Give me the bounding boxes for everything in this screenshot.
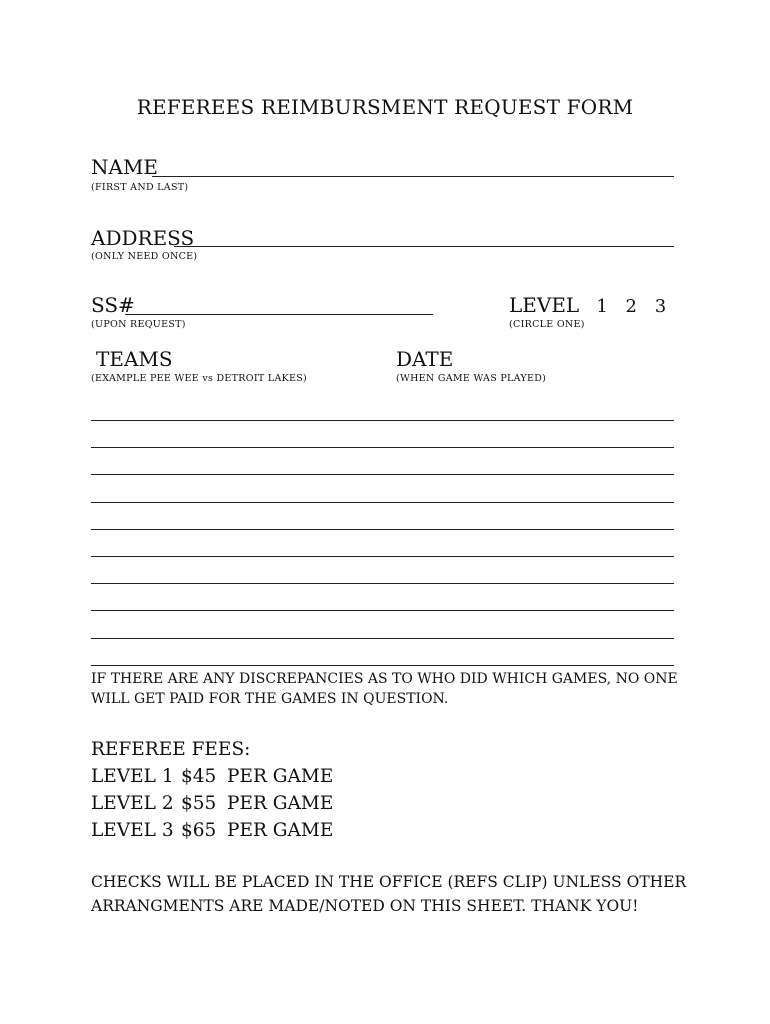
game-entry-line[interactable] xyxy=(91,502,674,503)
level-option-3[interactable]: 3 xyxy=(654,296,667,317)
game-entry-line[interactable] xyxy=(91,474,674,475)
level-hint: (CIRCLE ONE) xyxy=(509,319,585,330)
fee-level: LEVEL 1 xyxy=(91,766,174,787)
address-field[interactable] xyxy=(174,246,674,247)
game-entry-line[interactable] xyxy=(91,447,674,448)
fee-amount: $55 xyxy=(181,793,217,814)
game-entry-line[interactable] xyxy=(91,638,674,639)
name-hint: (FIRST AND LAST) xyxy=(91,182,189,193)
name-field[interactable] xyxy=(152,176,674,177)
ssn-label: SS# xyxy=(91,293,135,317)
ssn-hint: (UPON REQUEST) xyxy=(91,319,186,330)
level-option-1[interactable]: 1 xyxy=(596,296,608,317)
fee-amount: $65 xyxy=(181,820,217,841)
fee-row xyxy=(91,817,333,844)
fee-row xyxy=(91,763,333,790)
fee-unit: PER GAME xyxy=(227,793,334,814)
teams-hint: (EXAMPLE PEE WEE vs DETROIT LAKES) xyxy=(91,373,308,384)
fee-unit: PER GAME xyxy=(227,766,334,787)
ssn-field[interactable] xyxy=(125,314,433,315)
level-label: LEVEL xyxy=(509,293,580,317)
date-hint: (WHEN GAME WAS PLAYED) xyxy=(396,373,547,384)
discrepancy-notice: IF THERE ARE ANY DISCREPANCIES AS TO WHO DID WHICH GAMES, NO ONE WILL GET PAID FOR THE GAMES IN QUESTION. xyxy=(91,671,678,707)
referee-fees xyxy=(91,736,333,844)
fee-amount: $45 xyxy=(181,766,217,787)
fee-unit: PER GAME xyxy=(227,820,334,841)
fees-heading: REFEREE FEES: xyxy=(91,739,251,760)
game-entry-line[interactable] xyxy=(91,529,674,530)
fee-level: LEVEL 3 xyxy=(91,820,174,841)
game-entry-line[interactable] xyxy=(91,583,674,584)
name-label: NAME xyxy=(91,155,159,179)
address-label: ADDRESS xyxy=(91,226,195,250)
game-entry-line[interactable] xyxy=(91,420,674,421)
level-option-2[interactable]: 2 xyxy=(625,296,637,317)
game-entry-line[interactable] xyxy=(91,665,674,666)
fee-level: LEVEL 2 xyxy=(91,793,174,814)
level-selector[interactable] xyxy=(509,293,666,317)
checks-note: CHECKS WILL BE PLACED IN THE OFFICE (REFS CLIP) UNLESS OTHER ARRANGMENTS ARE MADE/NOTED ON THIS SHEET. THANK YOU! xyxy=(91,873,687,915)
address-hint: (ONLY NEED ONCE) xyxy=(91,251,198,262)
date-label: DATE xyxy=(396,347,454,371)
fee-row xyxy=(91,790,333,817)
game-entry-line[interactable] xyxy=(91,610,674,611)
form-title: REFEREES REIMBURSMENT REQUEST FORM xyxy=(136,95,634,119)
game-entry-line[interactable] xyxy=(91,556,674,557)
teams-label: TEAMS xyxy=(96,347,173,371)
